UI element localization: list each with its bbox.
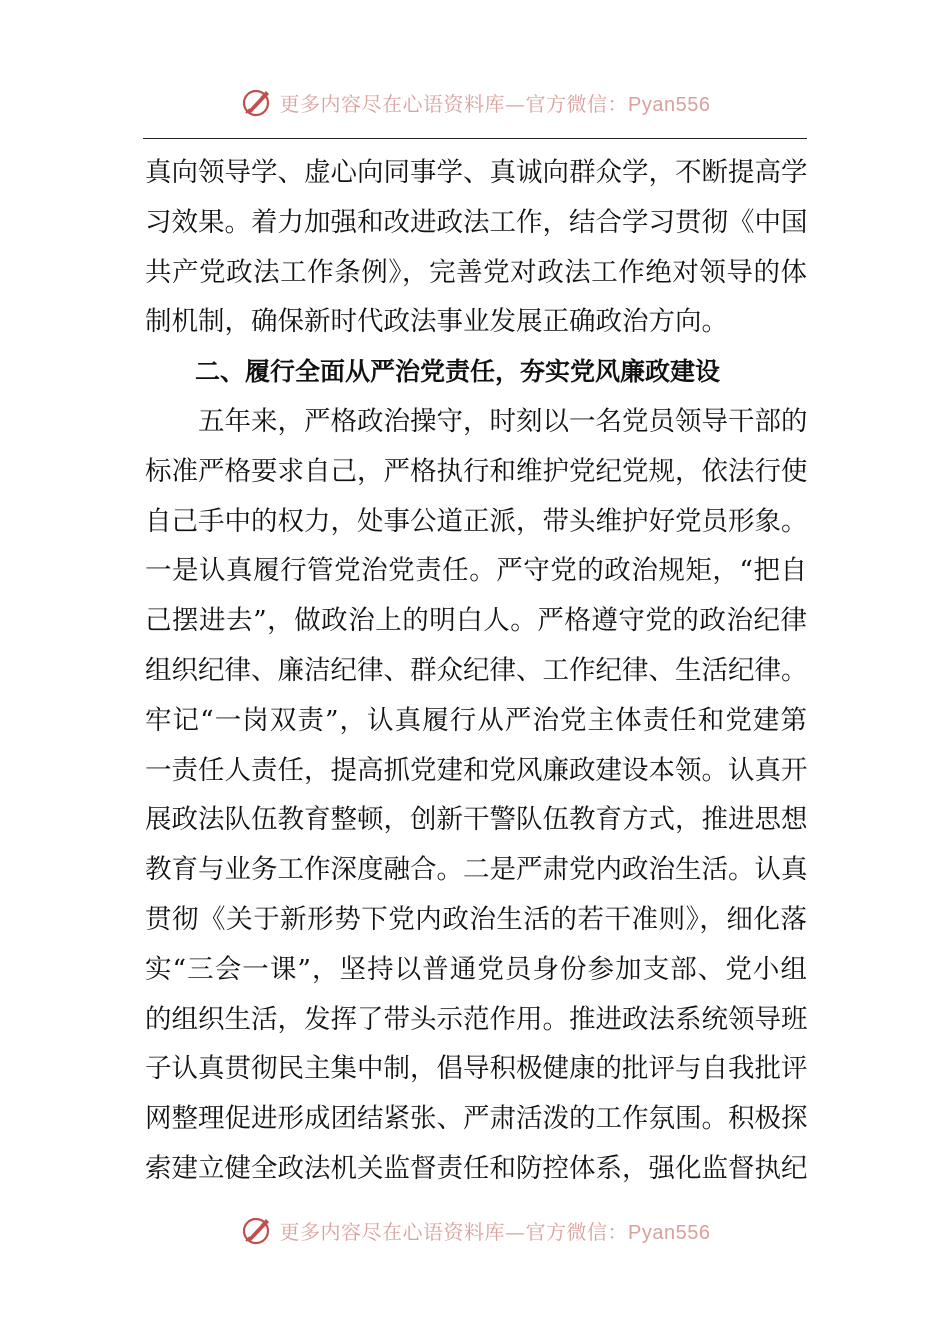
banner-caption: 更多内容尽在心语资料库—官方微信：: [279, 91, 629, 116]
text-line: 真向领导学、虚心向同事学、真诚向群众学，不断提高学: [145, 157, 807, 188]
wechat-id: Pyan556: [628, 1221, 711, 1244]
text-line: 组织纪律、廉洁纪律、群众纪律、工作纪律、生活纪律。: [145, 654, 807, 686]
text-line: 习效果。着力加强和改进政法工作，结合学习贯彻《中国: [145, 206, 807, 238]
text-line: 一是认真履行管党治党责任。严守党的政治规矩，“把自: [145, 555, 807, 587]
wechat-id: Pyan556: [628, 93, 711, 116]
text-line: 自己手中的权力，处事公道正派，带头维护好党员形象。: [145, 505, 807, 537]
quill-logo-icon: [240, 1213, 274, 1247]
text-line: 索建立健全政法机关监督责任和防控体系，强化监督执纪: [145, 1152, 807, 1184]
quill-logo-icon: [240, 85, 274, 119]
section-heading: 二、履行全面从严治党责任，夯实党风廉政建设: [195, 357, 721, 387]
text-line: 标准严格要求自己，严格执行和维护党纪党规，依法行使: [145, 455, 807, 487]
document-body: [145, 148, 807, 1194]
banner-caption: 更多内容尽在心语资料库—官方微信：: [279, 1219, 629, 1244]
banner-text: [280, 1216, 711, 1245]
header-divider: [143, 138, 807, 139]
text-line: 教育与业务工作深度融合。二是严肃党内政治生活。认真: [145, 854, 807, 886]
text-line: 展政法队伍教育整顿，创新干警队伍教育方式，推进思想: [145, 804, 807, 836]
text-line: 一责任人责任，提高抓党建和党风廉政建设本领。认真开: [145, 754, 807, 786]
text-line: 实“三会一课”，坚持以普通党员身份参加支部、党小组: [145, 953, 807, 985]
text-line: 子认真贯彻民主集中制，倡导积极健康的批评与自我批评: [145, 1053, 807, 1085]
text-line: 网整理促进形成团结紧张、严肃活泼的工作氛围。积极探: [145, 1103, 807, 1135]
text-line: 牢记“一岗双责”，认真履行从严治党主体责任和党建第: [145, 704, 807, 736]
text-line: 共产党政法工作条例》，完善党对政法工作绝对领导的体: [145, 256, 807, 288]
header-watermark-banner: [0, 82, 950, 122]
text-line: 五年来，严格政治操守，时刻以一名党员领导干部的: [198, 405, 807, 437]
banner-text: [280, 88, 711, 117]
footer-watermark-banner: [0, 1210, 950, 1250]
text-line: 的组织生活，发挥了带头示范作用。推进政法系统领导班: [145, 1003, 807, 1035]
text-line: 己摆进去”，做政治上的明白人。严格遵守党的政治纪律: [145, 605, 807, 637]
text-line: 制机制，确保新时代政法事业发展正确政治方向。: [145, 306, 728, 338]
text-line: 贯彻《关于新形势下党内政治生活的若干准则》，细化落: [145, 903, 807, 935]
